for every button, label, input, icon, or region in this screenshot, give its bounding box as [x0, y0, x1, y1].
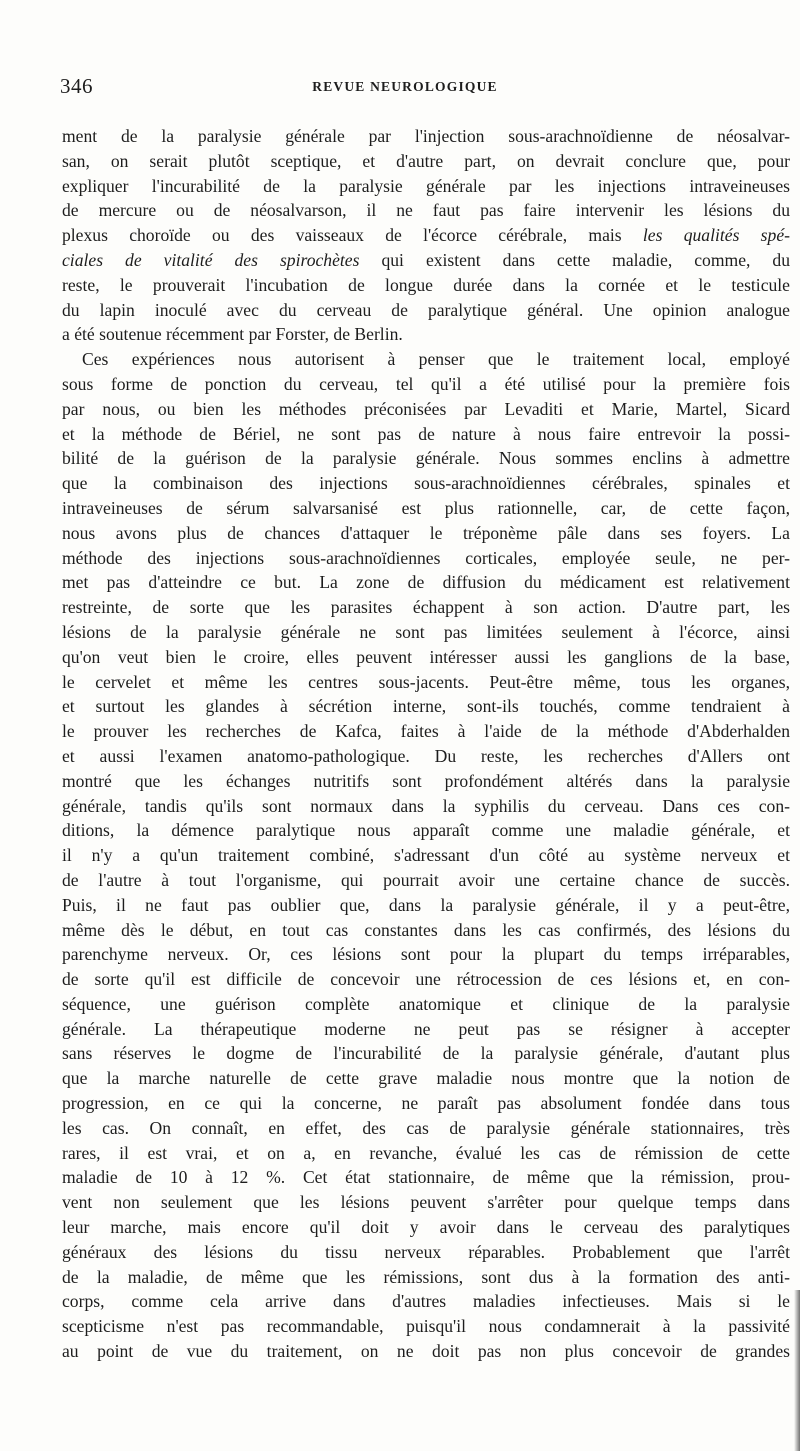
text-line: il n'y a qu'un traitement combiné, s'adressant d'un côté au système nerveux et — [62, 845, 790, 866]
text-line: ditions, la démence paralytique nous apparaît comme une maladie générale, et — [62, 820, 790, 841]
text-line: générale, tandis qu'ils sont normaux dans la syphilis du cerveau. Dans ces con- — [62, 795, 790, 816]
text-line: bilité de la guérison de la paralysie générale. Nous sommes enclins à admettre — [62, 448, 790, 469]
text-line: même dès le début, en tout cas constantes dans les cas confirmés, des lésions du — [62, 919, 790, 940]
emphasis: les qualités spé- — [642, 225, 790, 246]
emphasis: ciales de vitalité des spirochètes — [62, 249, 360, 270]
text-line: vent non seulement que les lésions peuvent s'arrêter pour quelque temps dans — [62, 1192, 790, 1213]
text-line: met pas d'atteindre ce but. La zone de diffusion du médicament est relativement — [62, 572, 790, 593]
text-line: montré que les échanges nutritifs sont profondément altérés dans la paralysie — [62, 770, 790, 791]
text-line: reste, le prouverait l'incubation de longue durée dans la cornée et le testicule — [62, 274, 790, 295]
text-line: a été soutenue récemment par Forster, de Berlin. — [62, 324, 403, 345]
running-title: REVUE NEUROLOGIQUE — [312, 79, 498, 94]
text-line: et surtout les glandes à sécrétion interne, sont-ils touchés, comme tendraient à — [62, 696, 790, 717]
text-line: rares, il est vrai, et on a, en revanche, évalué les cas de rémission de cette — [62, 1142, 790, 1163]
text-line: sans réserves le dogme de l'incurabilité de la paralysie générale, d'autant plus — [62, 1043, 790, 1064]
text-line: que la marche naturelle de cette grave maladie nous montre que la notion de — [62, 1068, 790, 1089]
text-line: par nous, ou bien les méthodes préconisées par Levaditi et Marie, Martel, Sicard — [62, 398, 790, 419]
text-line: de sorte qu'il est difficile de concevoir une rétrocession de ces lésions et, en con- — [62, 969, 790, 990]
text-line: lésions de la paralysie générale ne sont pas limitées seulement à l'écorce, ainsi — [62, 621, 790, 642]
body-text — [62, 124, 790, 1364]
text-line: Puis, il ne faut pas oublier que, dans la paralysie générale, il y a peut-être, — [62, 894, 790, 915]
text-line: restreinte, de sorte que les parasites échappent à son action. D'autre part, les — [62, 597, 790, 618]
text-line: et la méthode de Bériel, ne sont pas de nature à nous faire entrevoir la possi- — [62, 423, 790, 444]
text-line: scepticisme n'est pas recommandable, puisqu'il nous condamnerait à la passivité — [62, 1316, 790, 1337]
text-line: ment de la paralysie générale par l'injection sous-arachnoïdienne de néosalvar- — [62, 126, 790, 146]
text-line: de l'autre à tout l'organisme, qui pourrait avoir une certaine chance de succès. — [62, 869, 790, 890]
paragraph — [62, 347, 790, 1364]
page-number: 346 — [60, 74, 93, 98]
text-line: intraveineuses de sérum salvarsanisé est plus rationnelle, car, de cette façon, — [62, 497, 790, 518]
text-line: généraux des lésions du tissu nerveux réparables. Probablement que l'arrêt — [62, 1241, 790, 1262]
text-line: au point de vue du traitement, on ne doit pas non plus concevoir de grandes — [62, 1341, 790, 1362]
text-line: ciales de vitalité des spirochètes qui existent dans cette maladie, comme, du — [62, 249, 790, 270]
text-line: le cervelet et même les centres sous-jacents. Peut-être même, tous les organes, — [62, 671, 790, 692]
text-line: sous forme de ponction du cerveau, tel qu'il a été utilisé pour la première fois — [62, 373, 790, 394]
text-line: Ces expériences nous autorisent à penser que le traitement local, employé — [82, 349, 790, 370]
text-line: nous avons plus de chances d'attaquer le tréponème pâle dans ses foyers. La — [62, 522, 790, 543]
text-line: progression, en ce qui la concerne, ne paraît pas absolument fondée dans tous — [62, 1093, 790, 1114]
text-line: corps, comme cela arrive dans d'autres maladies infectieuses. Mais si le — [62, 1291, 790, 1312]
text-line: les cas. On connaît, en effet, des cas de paralysie générale stationnaires, très — [62, 1117, 790, 1138]
paragraph — [62, 124, 790, 347]
text-line: qu'on veut bien le croire, elles peuvent intéresser aussi les ganglions de la base, — [62, 646, 790, 667]
text-line: parenchyme nerveux. Or, ces lésions sont pour la plupart du temps irréparables, — [62, 944, 790, 965]
text-line: de la maladie, de même que les rémissions, sont dus à la formation des anti- — [62, 1266, 790, 1287]
text-line: séquence, une guérison complète anatomique et clinique de la paralysie — [62, 993, 790, 1014]
text-line: leur marche, mais encore qu'il doit y avoir dans le cerveau des paralytiques — [62, 1217, 790, 1238]
text-line: plexus choroïde ou des vaisseaux de l'écorce cérébrale, mais les qualités spé- — [62, 225, 790, 246]
text-line: maladie de 10 à 12 %. Cet état stationnaire, de même que la rémission, prou- — [62, 1167, 790, 1188]
text-line: du lapin inoculé avec du cerveau de paralytique général. Une opinion analogue — [62, 299, 790, 320]
text-line: que la combinaison des injections sous-arachnoïdiennes cérébrales, spinales et — [62, 473, 790, 494]
text-line: méthode des injections sous-arachnoïdiennes corticales, employée seule, ne per- — [62, 547, 790, 568]
text-line: générale. La thérapeutique moderne ne peut pas se résigner à accepter — [62, 1018, 790, 1039]
scan-edge-shadow — [794, 1290, 800, 1451]
text-line: de mercure ou de néosalvarson, il ne faut pas faire intervenir les lésions du — [62, 200, 790, 221]
text-line: san, on serait plutôt sceptique, et d'autre part, on devrait conclure que, pour — [62, 150, 790, 171]
text-line: le prouver les recherches de Kafca, faites à l'aide de la méthode d'Abderhalden — [62, 721, 790, 742]
text-line: expliquer l'incurabilité de la paralysie générale par les injections intraveineuses — [62, 175, 790, 196]
page-header — [60, 74, 750, 102]
text-line: et aussi l'examen anatomo-pathologique. Du reste, les recherches d'Allers ont — [62, 745, 790, 766]
